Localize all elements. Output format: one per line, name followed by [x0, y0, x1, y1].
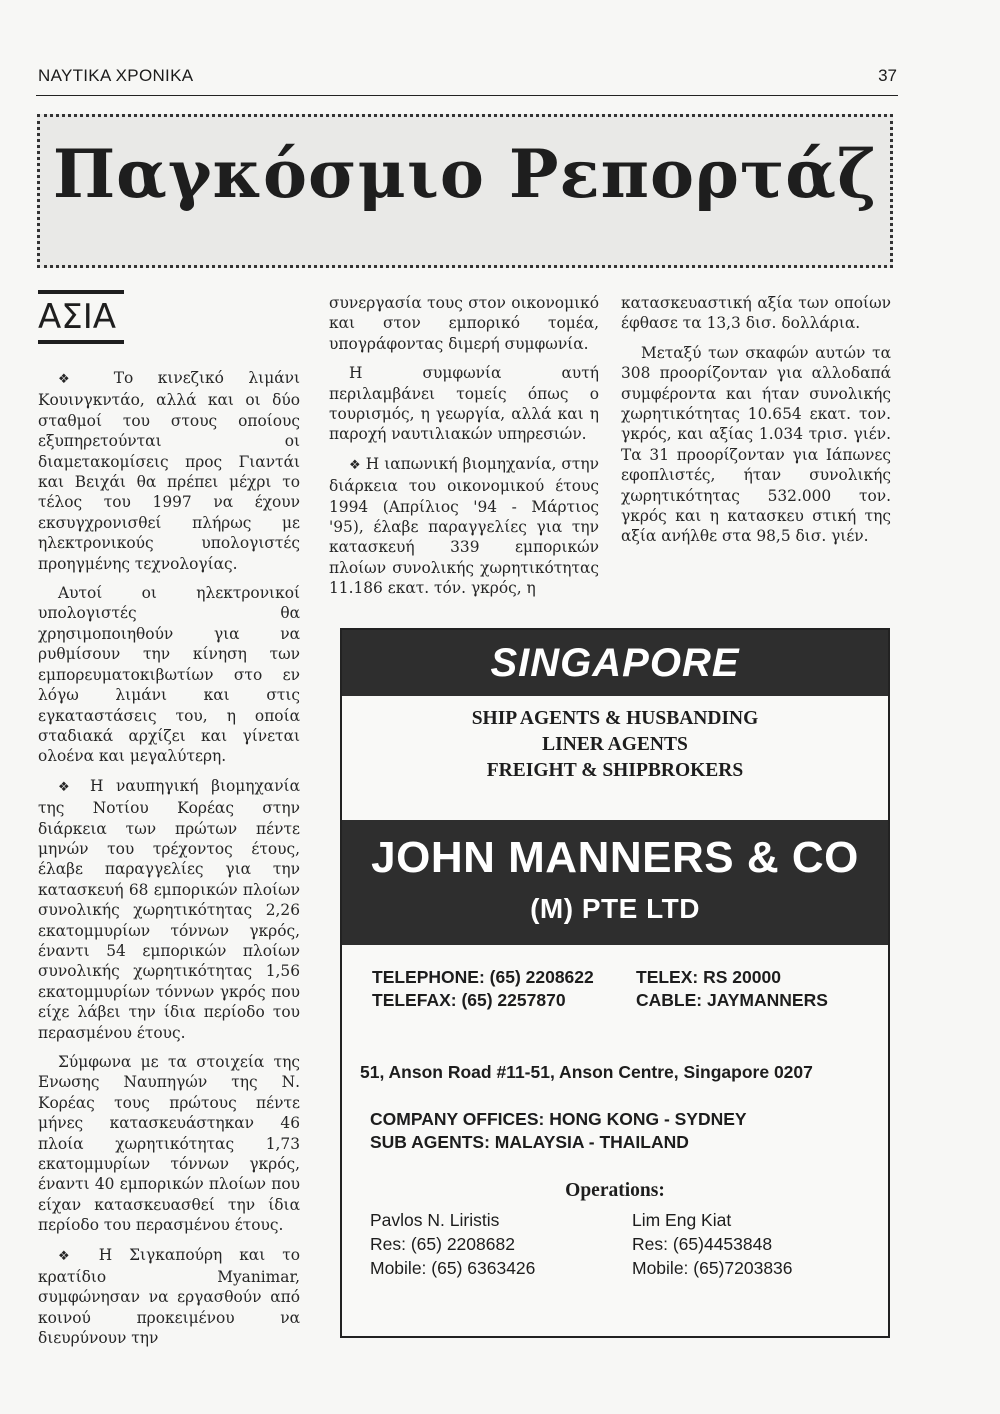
ad-company-offices: COMPANY OFFICES: HONG KONG - SYDNEY — [370, 1109, 747, 1129]
ad-service-line: SHIP AGENTS & HUSBANDING — [471, 708, 759, 729]
section-banner — [37, 114, 893, 268]
article-paragraph: Σύμφωνα με τα στοιχεία της Ενωσης Ναυπηγών της Ν. Κορέας τους πρώτους πέντε μήνες κατασκευάστηκαν 46 πλοία χωρητικότητας 1,73 εκατομμυρίων τόννων γκρός, έναντι 40 εμπορικών πλοίων που είχαν κατασκευασθεί την ίδια περίοδο του περασμένου έτους. — [38, 1053, 300, 1235]
article-column-2 — [329, 293, 599, 608]
contact-res: Res: (65) 2208682 — [370, 1234, 515, 1254]
article-column-3 — [621, 293, 891, 556]
contact-res: Res: (65)4453848 — [632, 1234, 773, 1254]
contact-mobile: Mobile: (65) 6363426 — [370, 1258, 536, 1278]
article-column-1 — [38, 368, 300, 1358]
header-rule — [36, 95, 898, 96]
ad-sub-agents: SUB AGENTS: MALAYSIA - THAILAND — [370, 1132, 689, 1152]
banner-title: Παγκόσμιο Ρεπορτάζ — [52, 135, 878, 213]
article-paragraph: ❖ Η ναυπηγική βιομηχανία της Νοτίου Κορέας στην διάρκεια των πρώτων πέντε μηνών του τρέχοντος έτους, έλαβε παραγγελίες για την κατασκευή 68 εμπορικών πλοίων συνολικής χωρητικότητας 2,26 εκατομμυρίων τόννων γκρός, έναντι 54 εμπορικών πλοίων συνολικής χωρητικότητας 1,56 εκατομμυρίων τόννων γκρός που είχε λάβει την ίδια περίοδο του περασμένου έτους. — [38, 776, 300, 1042]
page-number: 37 — [878, 66, 897, 85]
article-paragraph: Η συμφωνία αυτή περιλαμβάνει τομείς όπως ο τουρισμός, η γεωργία, αλλά και η παροχή ναυτιλιακών υπηρεσιών. — [329, 364, 599, 444]
section-title: ΑΣΙΑ — [38, 297, 117, 337]
ad-contact-person — [370, 1208, 535, 1280]
advertisement — [340, 628, 890, 1338]
article-paragraph: Αυτοί οι ηλεκτρονικοί υπολογιστές θα χρησιμοποιηθούν για να ρυθμίσουν την κίνηση των εμπορευματοκιβωτίων στο εν λόγω λιμάνι και στις εγκαταστάσεις του, η οποία σταδιακά αρχίζει και γίνεται ολοένα και μεγαλύτερη. — [38, 584, 300, 766]
ad-address: 51, Anson Road #11-51, Anson Centre, Singapore 0207 — [360, 1062, 813, 1082]
ad-contact-person — [632, 1208, 793, 1280]
contact-name: Lim Eng Kiat — [632, 1210, 732, 1230]
ad-contact-block — [372, 966, 828, 1012]
ad-location: SINGAPORE — [342, 630, 888, 696]
ad-company-sub: (M) PTE LTD — [530, 893, 700, 924]
heading-rule — [38, 340, 124, 344]
ad-offices-block — [370, 1108, 747, 1154]
contact-name: Pavlos N. Liristis — [370, 1210, 500, 1230]
ad-company-bar — [342, 820, 888, 945]
publication-name: ΝΑΥΤΙΚΑ ΧΡΟΝΙΚΑ — [38, 66, 194, 85]
article-paragraph: συνεργασία τους στον οικονομικό και στον εμπορικό τομέα, υπογράφοντας διμερή συμφωνία. — [329, 294, 599, 353]
ad-telephone: TELEPHONE: (65) 2208622 — [372, 967, 594, 987]
ad-telefax: TELEFAX: (65) 2257870 — [372, 990, 566, 1010]
bullet-icon: ❖ — [58, 779, 78, 795]
contact-mobile: Mobile: (65)7203836 — [632, 1258, 793, 1278]
article-paragraph: Μεταξύ των σκαφών αυτών τα 308 προορίζονταν για αλλοδαπά συμφέροντα και ήταν συνολικής χωρητικότητας 10.654 εκατ. τον. γκρός, και αξίας 1.034 τρισ. γιέν. Τα 31 προορίζονταν για Ιάπωνες εφοπλιστές, ήταν συνολικής χωρητικότητας 532.000 τον. γκρός και η κατασκευ στική της αξία ανήλθε στα 98,5 δισ. γιέν. — [621, 343, 891, 546]
ad-service-line: LINER AGENTS — [542, 734, 688, 755]
ad-services — [342, 706, 888, 784]
bullet-icon: ❖ — [58, 372, 90, 387]
article-paragraph: κατασκευαστική αξία των οποίων έφθασε τα 13,3 δισ. δολλάρια. — [621, 294, 891, 333]
bullet-icon: ❖ — [349, 457, 361, 473]
article-paragraph: ❖ Η Σιγκαπούρη και το κρατίδιο Myanimar, συμφώνησαν να εργασθούν από κοινού προκειμένου να διευρύνουν την — [38, 1245, 300, 1348]
ad-operations-label: Operations: — [565, 1180, 665, 1201]
article-paragraph: ❖ Η ιαπωνική βιομηχανία, στην διάρκεια του οικονομικού έτους 1994 (Απρίλιος '94 - Μάρτιος '95), έλαβε παραγγελίες για την κατασκευή 339 εμπορικών πλοίων συνολικής χωρητικότητας 11.186 εκατ. τόν. γκρός, η — [329, 454, 599, 598]
ad-telex: TELEX: RS 20000 — [636, 967, 781, 987]
ad-cable: CABLE: JAYMANNERS — [636, 990, 828, 1010]
article-paragraph: ❖ Το κινεζικό λιμάνι Κουινγκντάο, αλλά και οι δύο σταθμοί του στους οποίους εξυπηρετούνται οι διαμετακομίσεις προς Γιαντάι και Βειχάι θα πρέπει μέχρι το τέλος του 1997 να έχουν εκσυγχρονισθεί πλήρως με ηλεκτρονικούς υπολογιστές προηγμένης τεχνολογίας. — [38, 369, 300, 573]
section-heading — [38, 290, 124, 344]
bullet-icon: ❖ — [58, 1248, 82, 1264]
ad-service-line: FREIGHT & SHIPBROKERS — [486, 760, 744, 781]
ad-company-name: JOHN MANNERS & CO — [371, 833, 859, 882]
